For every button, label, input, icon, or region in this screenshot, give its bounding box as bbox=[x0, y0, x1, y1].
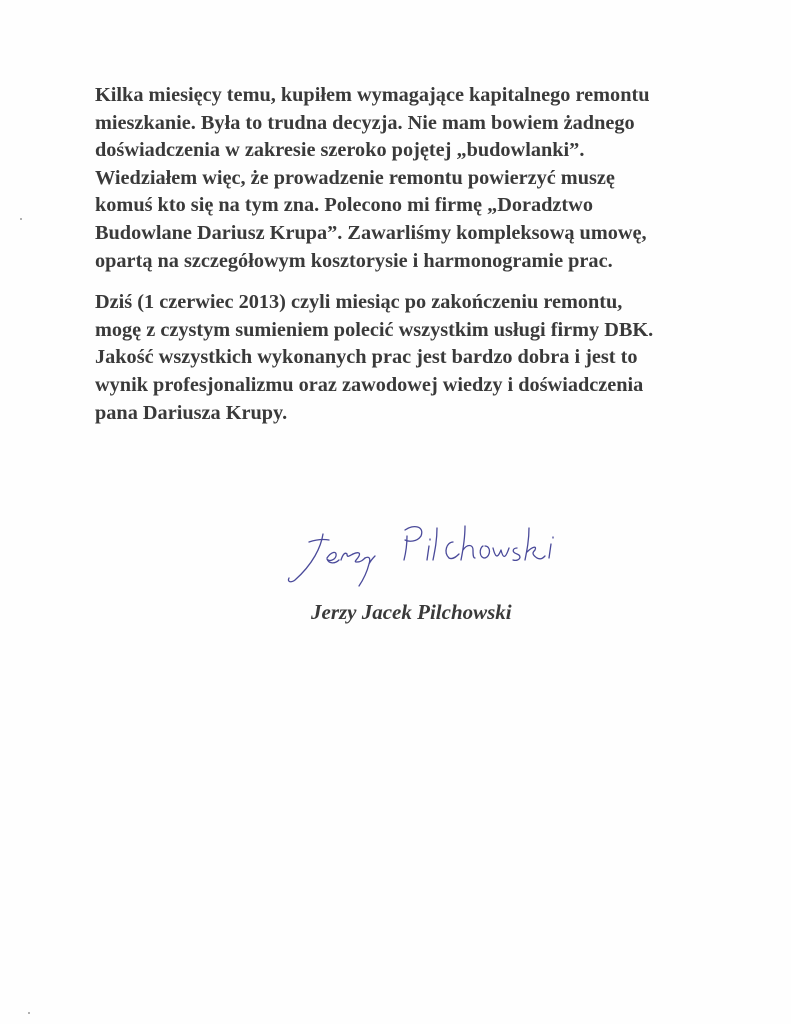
text-line: komuś kto się na tym zna. Polecono mi firmę „Doradztwo bbox=[95, 194, 593, 217]
text-line: Jakość wszystkich wykonanych prac jest bardzo dobra i jest to bbox=[95, 346, 638, 369]
text-line: mogę z czystym sumieniem polecić wszystkim usługi firmy DBK. bbox=[95, 318, 654, 341]
text-line: pana Dariusza Krupy. bbox=[95, 401, 288, 424]
paragraph-1 bbox=[95, 82, 695, 275]
text-line: mieszkanie. Była to trudna decyzja. Nie mam bowiem żadnego bbox=[95, 111, 635, 134]
text-line: doświadczenia w zakresie szeroko pojętej „budowlanki”. bbox=[95, 139, 585, 162]
handwritten-signature bbox=[283, 512, 603, 592]
scan-speck bbox=[20, 218, 22, 220]
letter-body bbox=[95, 82, 695, 441]
text-line: opartą na szczegółowym kosztorysie i harmonogramie prac. bbox=[95, 249, 613, 272]
text-line: Wiedziałem więc, że prowadzenie remontu powierzyć muszę bbox=[95, 166, 615, 189]
paragraph-2 bbox=[95, 289, 695, 427]
scan-speck bbox=[28, 1012, 30, 1014]
text-line: Kilka miesięcy temu, kupiłem wymagające kapitalnego remontu bbox=[95, 84, 650, 106]
text-line: wynik profesjonalizmu oraz zawodowej wiedzy i doświadczenia bbox=[95, 373, 644, 396]
signer-name: Jerzy Jacek Pilchowski bbox=[311, 600, 512, 624]
text-line: Dziś (1 czerwiec 2013) czyli miesiąc po zakończeniu remontu, bbox=[95, 291, 623, 314]
text-line: Budowlane Dariusz Krupa”. Zawarliśmy kompleksową umowę, bbox=[95, 221, 647, 244]
signature-icon bbox=[283, 512, 603, 592]
